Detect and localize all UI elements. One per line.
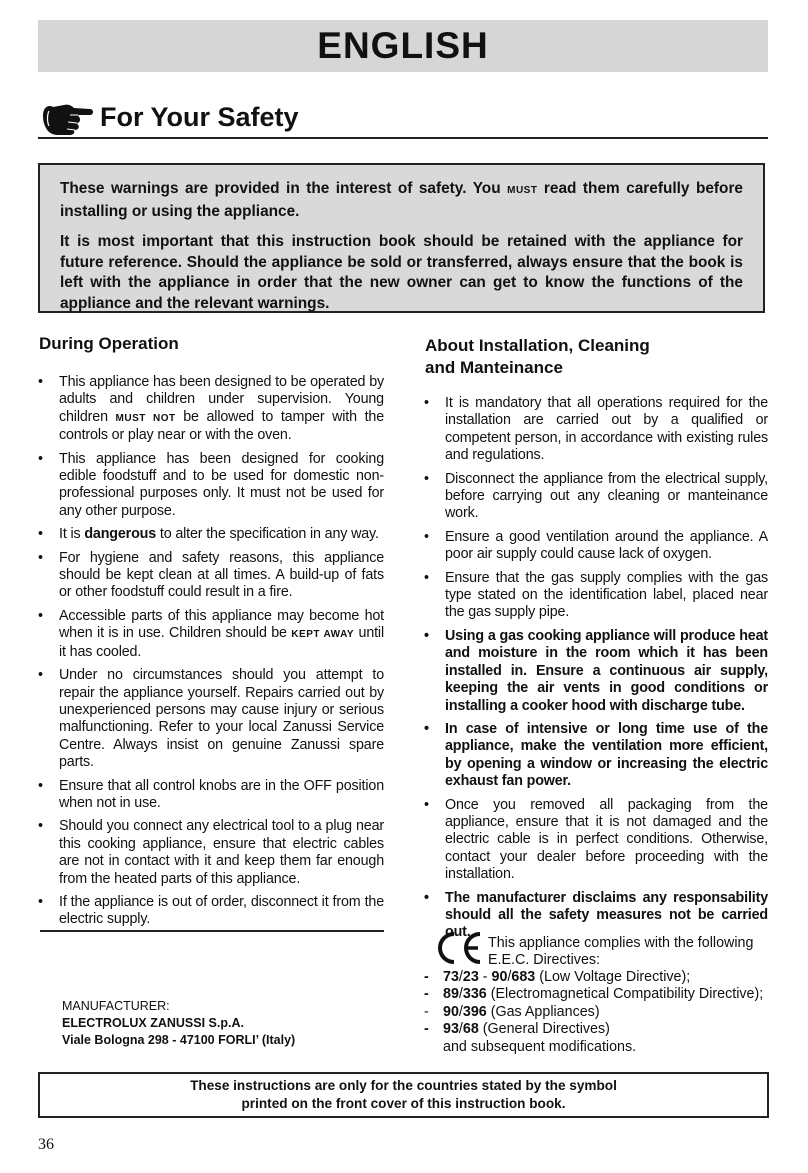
directive-row: - 73/23 - 90/683 (Low Voltage Directive); <box>424 969 691 985</box>
directive-list <box>424 969 763 1056</box>
list-item: • Ensure a good ventilation around the appliance. A poor air supply could cause lack of oxygen. <box>424 528 768 563</box>
manufacturer-info <box>62 998 295 1049</box>
title-divider <box>38 137 768 139</box>
list-item: • Once you removed all packaging from the appliance, ensure that it is not damaged and the electric cable is in perfect conditions. Otherwise, contact your dealer before proceeding with the installation. <box>424 796 768 883</box>
installation-list <box>424 395 768 948</box>
directive-row: - 89/336 (Electromagnetical Compatibility Directive); <box>424 986 764 1003</box>
language-title: ENGLISH <box>317 25 489 66</box>
directive-row: and subsequent modifications. <box>443 1038 637 1055</box>
ce-mark-icon <box>432 930 484 966</box>
list-item: • For hygiene and safety reasons, this appliance should be kept clean at all times. A build-up of fats or other foodstuff could result in a fire. <box>38 549 384 601</box>
safety-warning-box <box>38 163 765 313</box>
pointing-hand-icon <box>40 98 96 136</box>
list-item: • Disconnect the appliance from the electrical supply, before carrying out any cleaning or manteinance work. <box>424 470 768 522</box>
during-operation-list <box>38 374 384 935</box>
list-item: • In case of intensive or long time use of the appliance, make the ventilation more efficient, by opening a window or increasing the electric exhaust fan power. <box>424 720 768 790</box>
language-header <box>38 20 768 72</box>
list-item: • Should you connect any electrical tool to a plug near this cooking appliance, ensure that electric cables are not in contact with it and keep them far enough from the heated parts of this appliance. <box>38 818 384 887</box>
list-item: • If the appliance is out of order, disconnect it from the electric supply. <box>38 893 384 928</box>
list-item: • It is dangerous to alter the specification in any way. <box>38 526 379 543</box>
page-number: 36 <box>38 1136 54 1153</box>
section-title-text: For Your Safety <box>100 101 299 132</box>
list-item: • Under no circumstances should you attempt to repair the appliance yourself. Repairs carried out by unexperienced persons may cause injury or serious malfunctioning. Refer to your local Zanussi Service Centre. Always insist on genuine Zanussi spare parts. <box>38 667 384 771</box>
manufacturer-label: MANUFACTURER: <box>62 999 170 1013</box>
list-item: • This appliance has been designed to be operated by adults and children under supervision. Young children MUST NOT be allowed to tamper with the controls or play near or with the oven. <box>38 374 384 444</box>
list-item: • Ensure that all control knobs are in the OFF position when not in use. <box>38 777 384 811</box>
warning-paragraph-1: These warnings are provided in the interest of safety. You MUST read them carefully before installing or using the appliance. <box>60 180 743 220</box>
directive-row: - 90/396 (Gas Appliances) <box>424 1003 600 1020</box>
list-item: • Ensure that the gas supply complies with the gas type stated on the identification label, placed near the gas supply pipe. <box>424 569 768 621</box>
list-item: • Accessible parts of this appliance may become hot when it is in use. Children should be KEPT AWAY until it has cooled. <box>38 607 384 660</box>
installation-heading: About Installation, Cleaning and Manteinance <box>425 336 650 377</box>
country-notice-box: These instructions are only for the countries stated by the symbol printed on the front cover of this instruction book. <box>38 1072 769 1118</box>
during-operation-heading: During Operation <box>39 334 179 353</box>
manufacturer-name: ELECTROLUX ZANUSSI S.p.A. <box>62 1016 244 1030</box>
list-item: • It is mandatory that all operations required for the installation are carried out by a qualified or competent person, in accordance with existing rules and regulations. <box>424 395 768 464</box>
warning-paragraph-2: It is most important that this instruction book should be retained with the appliance for future reference. Should the appliance be sold or transferred, always ensure that the book is left with the appliance in order that the new owner can get to know the functions of the appliance and the relevant warnings. <box>60 233 743 312</box>
section-title <box>40 98 299 136</box>
column-divider <box>40 930 384 932</box>
compliance-statement: This appliance complies with the following E.E.C. Directives: <box>488 935 754 968</box>
list-item: • Using a gas cooking appliance will produce heat and moisture in the room which it has been installed in. Ensure a continuous air supply, keeping the air vents in good conditions or installing a cooker hood with discharge tube. <box>424 627 768 714</box>
directive-row: - 93/68 (General Directives) <box>424 1021 610 1038</box>
list-item: • This appliance has been designed for cooking edible foodstuff and to be used for domestic non-professional purposes only. It must not be used for any other purpose. <box>38 450 384 519</box>
list-item: • The manufacturer disclaims any responsability should all the safety measures not be carried out. <box>424 889 768 941</box>
manufacturer-address: Viale Bologna 298 - 47100 FORLI’ (Italy) <box>62 1033 296 1047</box>
